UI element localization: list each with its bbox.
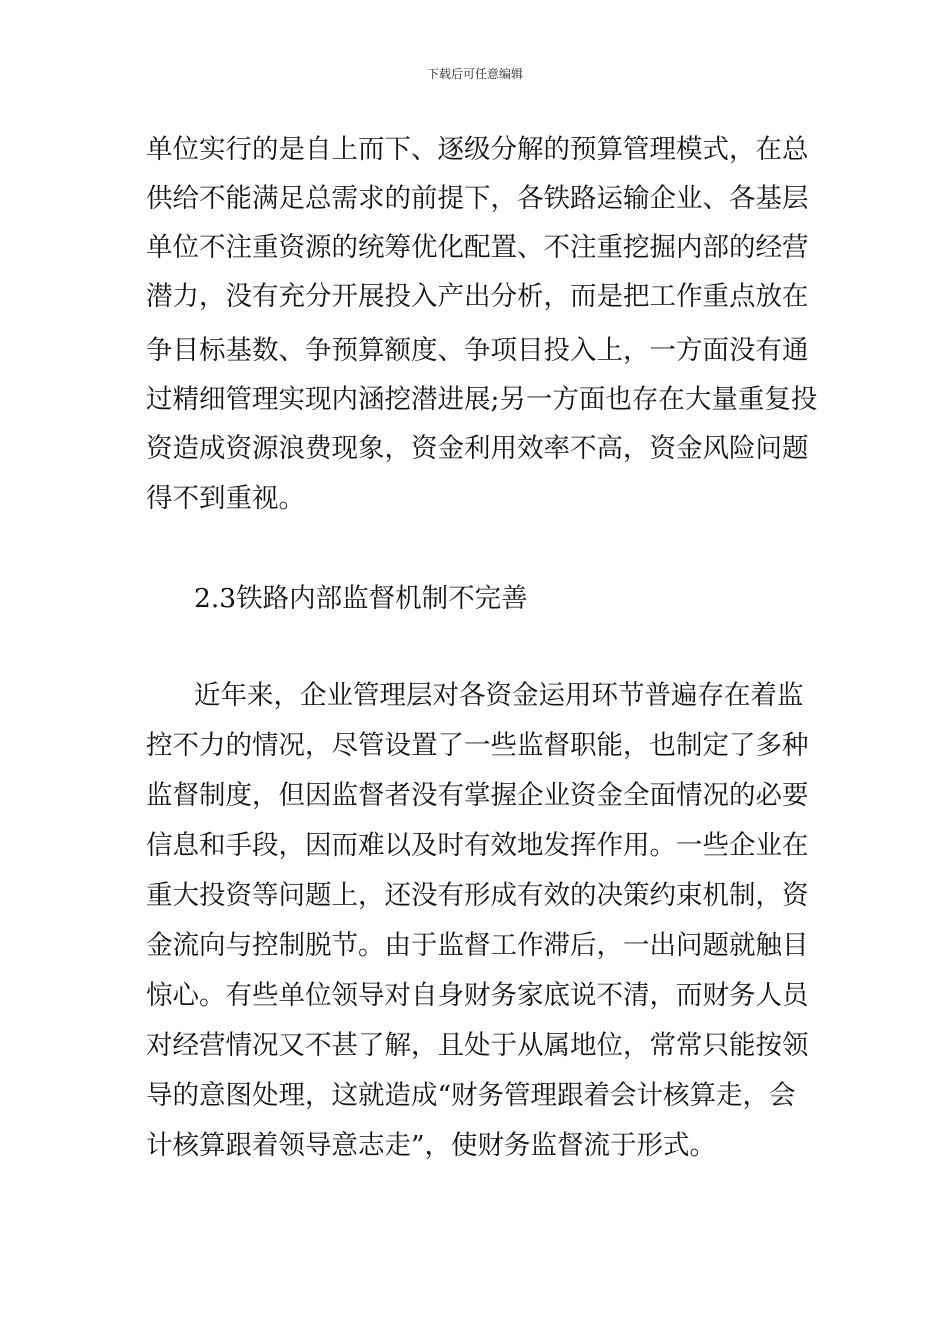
text-line: 重大投资等问题上，还没有形成有效的决策约束机制，资 bbox=[146, 880, 809, 911]
text-line: 惊心。有些单位领导对自身财务家底说不清，而财务人员 bbox=[146, 980, 809, 1011]
page-header: 下载后可任意编辑 bbox=[426, 67, 523, 81]
text-line: 导的意图处理，这就造成“财务管理跟着会计核算走，会 bbox=[146, 1080, 796, 1111]
text-line: 潜力，没有充分开展投入产出分析，而是把工作重点放在 bbox=[146, 281, 809, 312]
text-line: 单位不注重资源的统筹优化配置、不注重挖掘内部的经营 bbox=[146, 232, 809, 263]
text-line: 资造成资源浪费现象，资金利用效率不高，资金风险问题 bbox=[146, 433, 809, 464]
text-line: 信息和手段，因而难以及时有效地发挥作用。一些企业在 bbox=[146, 830, 809, 861]
text-line: 单位实行的是自上而下、逐级分解的预算管理模式，在总 bbox=[146, 134, 809, 165]
text-line: 供给不能满足总需求的前提下，各铁路运输企业、各基层 bbox=[146, 183, 809, 214]
text-line: 监督制度，但因监督者没有掌握企业资金全面情况的必要 bbox=[146, 780, 809, 811]
text-line: 对经营情况又不甚了解，且处于从属地位，常常只能按领 bbox=[146, 1030, 809, 1061]
section-heading: 2.3铁路内部监督机制不完善 bbox=[194, 583, 528, 614]
text-line: 金流向与控制脱节。由于监督工作滞后，一出问题就触目 bbox=[146, 930, 809, 961]
text-line: 得不到重视。 bbox=[146, 483, 305, 514]
text-line: 计核算跟着领导意志走”，使财务监督流于形式。 bbox=[146, 1130, 717, 1161]
text-line: 近年来，企业管理层对各资金运用环节普遍存在着监 bbox=[194, 680, 804, 711]
text-line: 争目标基数、争预算额度、争项目投入上，一方面没有通 bbox=[146, 335, 809, 366]
text-line: 控不力的情况，尽管设置了一些监督职能，也制定了多种 bbox=[146, 730, 809, 761]
text-line: 过精细管理实现内涵挖潜进展;另一方面也存在大量重复投 bbox=[146, 384, 818, 415]
